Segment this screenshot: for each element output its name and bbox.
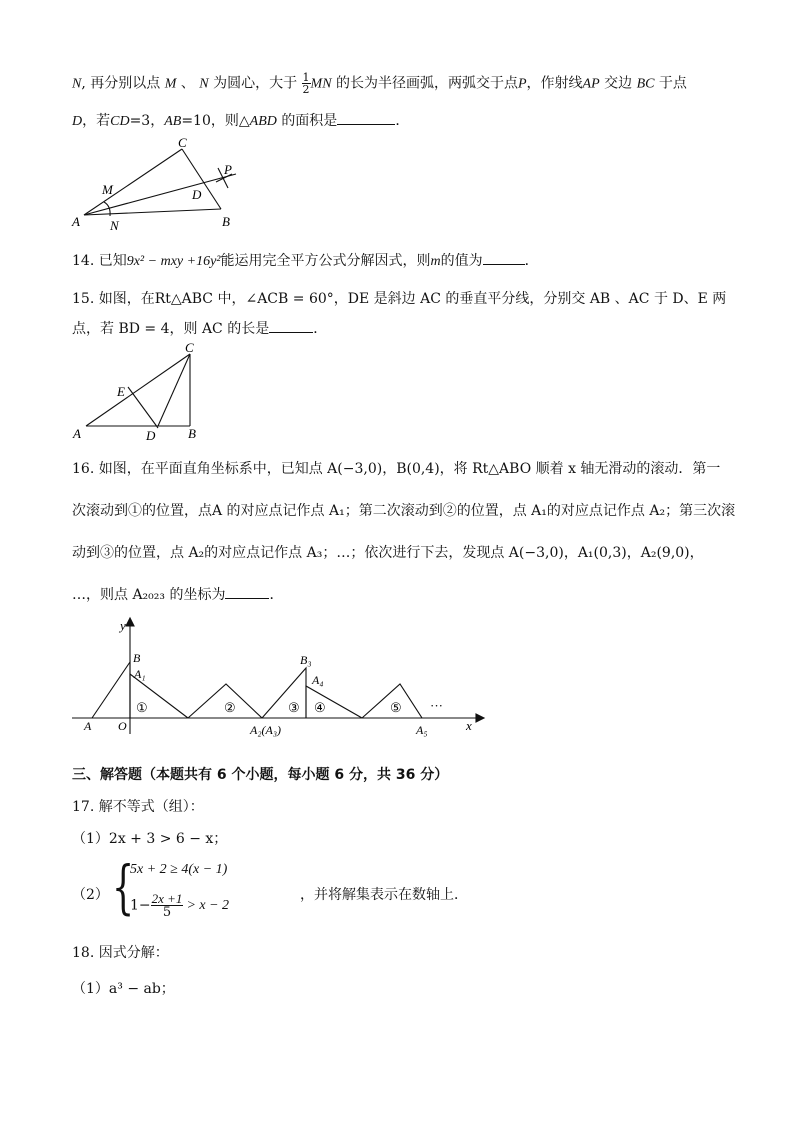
label-continuation: ··· [430, 698, 443, 713]
text: D [72, 114, 83, 129]
label-c: C [185, 340, 194, 355]
label-e: E [117, 384, 125, 399]
section-heading: 三、解答题（本题共有 6 个小题，每小题 6 分，共 36 分） [72, 767, 449, 783]
answer-blank[interactable] [483, 250, 525, 265]
q18-part-1: （1）a³ − ab； [72, 981, 175, 997]
y-axis-arrow [126, 618, 134, 626]
q16-figure [66, 612, 496, 742]
text: =10，则△ [181, 113, 250, 129]
text: ，并将解集表示在数轴上． [300, 887, 468, 903]
inequality-1: 5x + 2 ≥ 4(x − 1) [130, 862, 228, 877]
answer-blank[interactable] [225, 584, 269, 599]
label-c: C [178, 136, 187, 150]
label-circle-1: ① [136, 700, 148, 715]
text: 交边 [604, 75, 633, 92]
q15-figure [66, 340, 216, 446]
side-bc [182, 149, 221, 209]
fraction: $\frac{2x +1}{5}$ [151, 891, 183, 920]
q13-figure [66, 136, 246, 236]
label-b: B [133, 651, 141, 665]
text: ． [524, 253, 539, 269]
text: P [517, 76, 527, 92]
text: CD [110, 114, 130, 129]
triangle-abo [92, 662, 130, 718]
q16-line-2: 次滚动到①的位置，点A 的对应点记作点 A₁；第二次滚动到②的位置，点 A₁的对应点记作点 A₂；第三次滚 [72, 503, 736, 519]
text: 的值为 [440, 253, 483, 269]
expression: 9x² − mxy +16y² [126, 254, 221, 269]
answer-blank[interactable] [269, 318, 313, 333]
label-circle-2: ② [224, 700, 236, 715]
text: 14. 已知 [72, 253, 127, 269]
text: AP [582, 76, 600, 92]
q17-title: 17. 解不等式（组）： [72, 799, 204, 815]
x-axis-arrow [476, 714, 484, 722]
label-a2-a3: A₂(A₃) [250, 723, 281, 737]
label-b: B [222, 214, 230, 229]
label-a1: A₁ [134, 667, 146, 681]
q15-line-1: 15. 如图，在Rt△ABC 中，∠ACB = 60°，DE 是斜边 AC 的垂直平分线，分别交 AB 、AC 于 D、E 两 [72, 291, 727, 307]
label-circle-3: ③ [288, 700, 300, 715]
text: 为圆心，大于 [213, 75, 298, 92]
text: ，作射线 [526, 75, 583, 92]
label-circle-5: ⑤ [390, 700, 402, 715]
text: 、 [180, 75, 195, 92]
q15-line-2 [72, 318, 327, 338]
label-x: x [466, 718, 472, 733]
text: 点，若 BD = 4，则 AC 的长是 [72, 321, 270, 337]
label-d: D [146, 428, 156, 443]
text: , 再分别以点 [81, 75, 161, 92]
q13-line-1 [72, 72, 687, 95]
q16-line-4 [72, 584, 283, 604]
q13-line-2 [72, 110, 409, 130]
text: N [199, 76, 209, 92]
label-a: A [84, 719, 92, 733]
text: 于点 [658, 75, 687, 92]
label-b: B [188, 426, 196, 441]
text: ． [313, 321, 328, 337]
text: ABD [249, 114, 277, 129]
text: （2） [72, 887, 109, 903]
label-a5: A₅ [416, 723, 428, 737]
text: ． [269, 587, 284, 603]
label-b3: B₃ [300, 653, 312, 667]
q16-line-3: 动到③的位置，点 A₂的对应点记作点 A₃；…；依次进行下去，发现点 A(−3,0)，A₁(0,3)，A₂(9,0)， [72, 545, 704, 561]
text: ，若 [82, 113, 111, 129]
text: 的长为半径画弧，两弧交于点 [335, 75, 518, 92]
label-a4: A₄ [312, 673, 324, 687]
brace: { [112, 853, 135, 921]
text: MN [310, 76, 332, 92]
label-p: P [224, 162, 232, 177]
text: 能运用完全平方公式分解因式，则 [220, 253, 431, 269]
text: ． [395, 113, 410, 129]
text: =3， [129, 113, 165, 129]
answer-blank[interactable] [337, 110, 395, 125]
label-y: y [120, 618, 126, 633]
label-d: D [192, 187, 202, 202]
label-circle-4: ④ [314, 700, 326, 715]
inequality-2: 1− $\frac{2x +1}{5}$ > x − 2 [130, 891, 230, 920]
text: BC [636, 76, 655, 92]
text: N [72, 76, 82, 92]
q18-title: 18. 因式分解： [72, 945, 169, 961]
label-m: M [102, 182, 113, 197]
q14-line [72, 250, 539, 270]
text: 的面积是 [281, 113, 338, 129]
fraction-half: $\frac{1}{2}$ [302, 71, 310, 96]
text: …，则点 A₂₀₂₃ 的坐标为 [72, 587, 226, 603]
label-a: A [72, 214, 80, 229]
text: M [164, 76, 177, 92]
side-ac [84, 149, 182, 215]
label-o: O [118, 719, 127, 733]
q16-line-1: 16. 如图，在平面直角坐标系中，已知点 A(−3,0)，B(0,4)，将 Rt△ABO 顺着 x 轴无滑动的滚动．第一 [72, 461, 721, 477]
perpendicular-de [128, 387, 158, 428]
text: AB [164, 114, 182, 129]
label-a: A [73, 426, 81, 441]
label-n: N [110, 218, 119, 233]
text: m [430, 254, 441, 269]
q17-part-1: （1）2x + 3 > 6 − x； [72, 831, 228, 847]
